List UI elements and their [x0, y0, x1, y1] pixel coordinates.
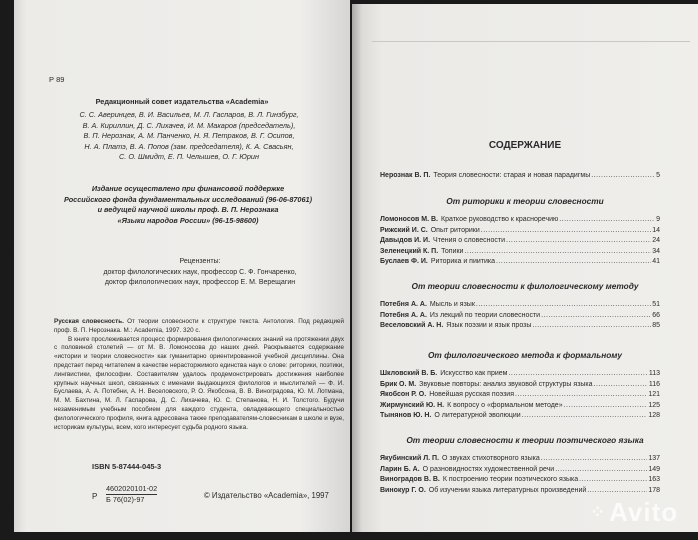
toc-leader: [464, 247, 651, 257]
funding-note: [30, 184, 346, 226]
toc-page: 137: [648, 455, 660, 462]
isbn: ISBN 5-87444-045-3: [92, 462, 162, 471]
toc-author: Потебня А. А.: [380, 311, 427, 319]
toc-entry[interactable]: [380, 454, 660, 464]
toc-page: 9: [656, 216, 660, 223]
right-page: [352, 4, 698, 532]
toc-author: Давыдов И. И.: [380, 237, 431, 244]
toc-title: Риторика и пиитика: [430, 258, 496, 265]
toc-author: Буслаев Ф. И.: [380, 258, 428, 265]
code-top: 4602020101-02: [106, 484, 158, 493]
council-title: Редакционный совет издательства «Academia»: [95, 97, 269, 106]
price-letter: Р: [92, 492, 98, 501]
toc-title: Об изучении языка литературных произведений: [428, 486, 587, 494]
toc-leader: [532, 321, 651, 331]
toc-entry[interactable]: [380, 215, 660, 225]
funding-line: Российского фонда фундаментальных исследований (96-06-87061): [63, 194, 313, 204]
annotation: [54, 318, 344, 432]
toc-entry[interactable]: [380, 300, 660, 310]
annotation-body: В книге прослеживается процесс формирования филологических знаний на протяжении двух с половиной столетий — от М. В. Ломоносова до наших дней. Раскрывается содержание «истории и теории словесности» как гуманитарно ориентированной учебной дисциплины. Она предстает перед читателем в качестве нерасторжимого единства наук о слове: риторики, поэтики, лингвистики, философии. Составителям удалось продемонстрировать достижения наиболее крупных научных школ, связанных с именами выдающихся филологов и мыслителей — Ф. И. Буслаева, А. А. Потебни, А. Н. Веселовского, Р. О. Якобсона, В. В. Виноградова, Ю. М. Лотмана, М. М. Бахтина, М. Л. Гаспарова, Д. С. Лихачева, Ю. С. Степанова, Н. И. Толстого. Будучи незаменимым учебным пособием для каждого студента, овладевающего специальностью филологического профиля, книга адресована также преподавателям-словесникам в школе и вузе, историкам культуры, всем, кого интересует судьба родного языка.: [54, 335, 344, 431]
toc-page: 128: [648, 412, 660, 419]
toc-entry[interactable]: [380, 369, 660, 379]
avito-watermark: [590, 498, 678, 526]
toc-author: Нерознак В. П.: [380, 172, 431, 179]
toc-page: 121: [648, 391, 660, 398]
council-line: В. П. Нерознак, А. М. Панченко, Н. Я. Петраков, В. Г. Осипов,: [83, 131, 295, 140]
toc-leader: [594, 380, 648, 390]
toc-entry[interactable]: [380, 465, 660, 475]
toc-title: О разновидностях художественной речи: [422, 465, 555, 473]
toc-leader: [515, 390, 647, 400]
toc-leader: [508, 369, 647, 379]
toc-page: 85: [652, 322, 660, 329]
toc-leader: [522, 411, 648, 421]
toc-page: 51: [652, 301, 660, 308]
catalog-code: [106, 484, 157, 505]
funding-line: Издание осуществлено при финансовой поддержке: [91, 184, 285, 193]
copyright: © Издательство «Academia», 1997: [204, 491, 329, 500]
toc-title: Новейшая русская поэзия: [429, 391, 515, 398]
reviewers: [54, 257, 346, 289]
toc-title: Опыт риторики: [430, 226, 480, 234]
toc-title: Топики: [441, 247, 464, 255]
toc-leader: [555, 465, 647, 475]
council-line: С. С. Аверинцев, В. И. Васильев, М. Л. Гаспаров, В. Л. Гинзбург,: [79, 110, 299, 119]
toc-page: 149: [648, 465, 660, 473]
toc-entry[interactable]: [380, 321, 660, 331]
toc-section-heading: От теории словесности к филологическому методу: [411, 281, 639, 291]
toc-page: 24: [652, 237, 660, 244]
toc-entry[interactable]: [380, 171, 660, 181]
council-line: В. А. Кириллин, Д. С. Лихачев, И. М. Макаров (председатель),: [82, 120, 296, 130]
toc-author: Рижский И. С.: [380, 226, 428, 234]
toc-entry[interactable]: [380, 236, 660, 246]
toc-entry[interactable]: [380, 390, 660, 400]
toc-author: Тынянов Ю. Н.: [380, 412, 432, 419]
index-code: Р 89: [49, 75, 65, 84]
toc-entry[interactable]: [380, 401, 660, 411]
annotation-title: Русская словесность.: [54, 318, 124, 325]
toc-title: К построению теории поэтического языка: [442, 476, 579, 483]
toc-page: 41: [652, 258, 660, 265]
toc-leader: [541, 311, 651, 321]
toc-leader: [476, 300, 651, 310]
toc-page: 125: [648, 401, 660, 409]
toc-author: Якобсон Р. О.: [380, 391, 427, 398]
reviewers-title: Рецензенты:: [179, 258, 221, 265]
toc-entry[interactable]: [380, 311, 660, 321]
toc-author: Потебня А. А.: [380, 301, 427, 308]
toc-entry[interactable]: [380, 411, 660, 421]
toc-entry[interactable]: [380, 380, 660, 390]
council-members: [34, 110, 344, 163]
toc-title: Мысль и язык: [429, 301, 475, 308]
toc-leader: [496, 257, 651, 267]
reviewer-line: доктор филологических наук, профессор Е. М. Верещагин: [104, 279, 296, 286]
toc-author: Якубинский Л. П.: [380, 455, 440, 462]
toc-title: Чтения о словесности: [433, 237, 506, 244]
toc-page: 116: [648, 380, 660, 388]
toc-author: Зеленецкий К. П.: [380, 247, 439, 255]
toc-entry[interactable]: [380, 486, 660, 496]
toc-title: О звуках стихотворного языка: [442, 455, 540, 462]
toc-entry[interactable]: [380, 257, 660, 267]
toc-title: Краткое руководство к красноречию: [441, 216, 559, 223]
header-rule: [372, 41, 690, 42]
council-line: Н. А. Платэ, В. А. Попов (зам. председателя), К. А. Свасьян,: [84, 141, 294, 151]
left-page: [14, 0, 350, 532]
toc-leader: [541, 454, 648, 464]
toc-entry[interactable]: [380, 226, 660, 236]
toc-entry[interactable]: [380, 247, 660, 257]
council-line: С. О. Шмидт, Е. П. Челышев, О. Г. Юрин: [119, 152, 259, 161]
toc-leader: [481, 226, 651, 236]
toc-section-heading: От филологического метода к формальному: [427, 350, 623, 360]
toc-entry[interactable]: [380, 475, 660, 485]
toc-author: Виноградов В. В.: [380, 476, 440, 483]
reviewer-line: доктор филологических наук, профессор С. Ф. Гончаренко,: [103, 268, 297, 276]
toc-page: 163: [648, 476, 660, 483]
toc-author: Винокур Г. О.: [380, 486, 426, 494]
toc-author: Веселовский А. Н.: [380, 322, 444, 329]
toc-section-heading: От теории словесности к теории поэтического языка: [406, 435, 644, 445]
toc-author: Шкловский В. Б.: [380, 370, 438, 377]
toc-author: Жирмунский Ю. Н.: [380, 401, 445, 409]
funding-line: «Языки народов России» (96-15-98600): [117, 215, 259, 225]
toc-page: 14: [652, 226, 660, 234]
toc-section-heading: От риторики к теории словесности: [446, 196, 604, 206]
toc-title: Звуковые повторы: анализ звуковой структуры языка: [419, 380, 593, 388]
watermark-text: Avito: [609, 497, 679, 527]
toc-title: Из лекций по теории словесности: [429, 311, 541, 319]
toc-title: Искусство как прием: [440, 370, 508, 377]
toc-page: 113: [648, 370, 660, 377]
toc-page: 178: [648, 486, 660, 494]
contents-title: СОДЕРЖАНИЕ: [488, 140, 562, 151]
toc-author: Ларин Б. А.: [380, 465, 420, 473]
funding-line: и ведущей научной школы проф. В. П. Нерознака: [97, 205, 279, 214]
toc-title: Теория словесности: старая и новая парадигмы: [433, 172, 591, 179]
toc-author: Ломоносов М. В.: [380, 216, 439, 223]
toc-leader: [559, 215, 655, 225]
toc-author: Брик О. М.: [380, 380, 417, 388]
avito-dots-icon: ⁘: [590, 502, 607, 522]
annotation-lead: От теории словесности к структуре текста. Антология. Под редакцией проф. В. П. Нерознака. М.: Academia, 1997. 320 с.: [54, 318, 344, 334]
toc-page: 5: [656, 172, 660, 179]
toc-leader: [564, 401, 648, 411]
toc-leader: [506, 236, 651, 246]
toc-leader: [591, 171, 655, 181]
toc-title: К вопросу о «формальном методе»: [447, 401, 563, 409]
toc-leader: [579, 475, 647, 485]
toc-leader: [587, 486, 647, 496]
toc-page: 34: [652, 247, 660, 255]
toc-title: Язык поэзии и язык прозы: [446, 322, 532, 329]
code-bottom: Б 76(02)-97: [106, 495, 145, 504]
toc-page: 66: [652, 311, 660, 319]
toc-title: О литературной эволюции: [434, 412, 521, 419]
